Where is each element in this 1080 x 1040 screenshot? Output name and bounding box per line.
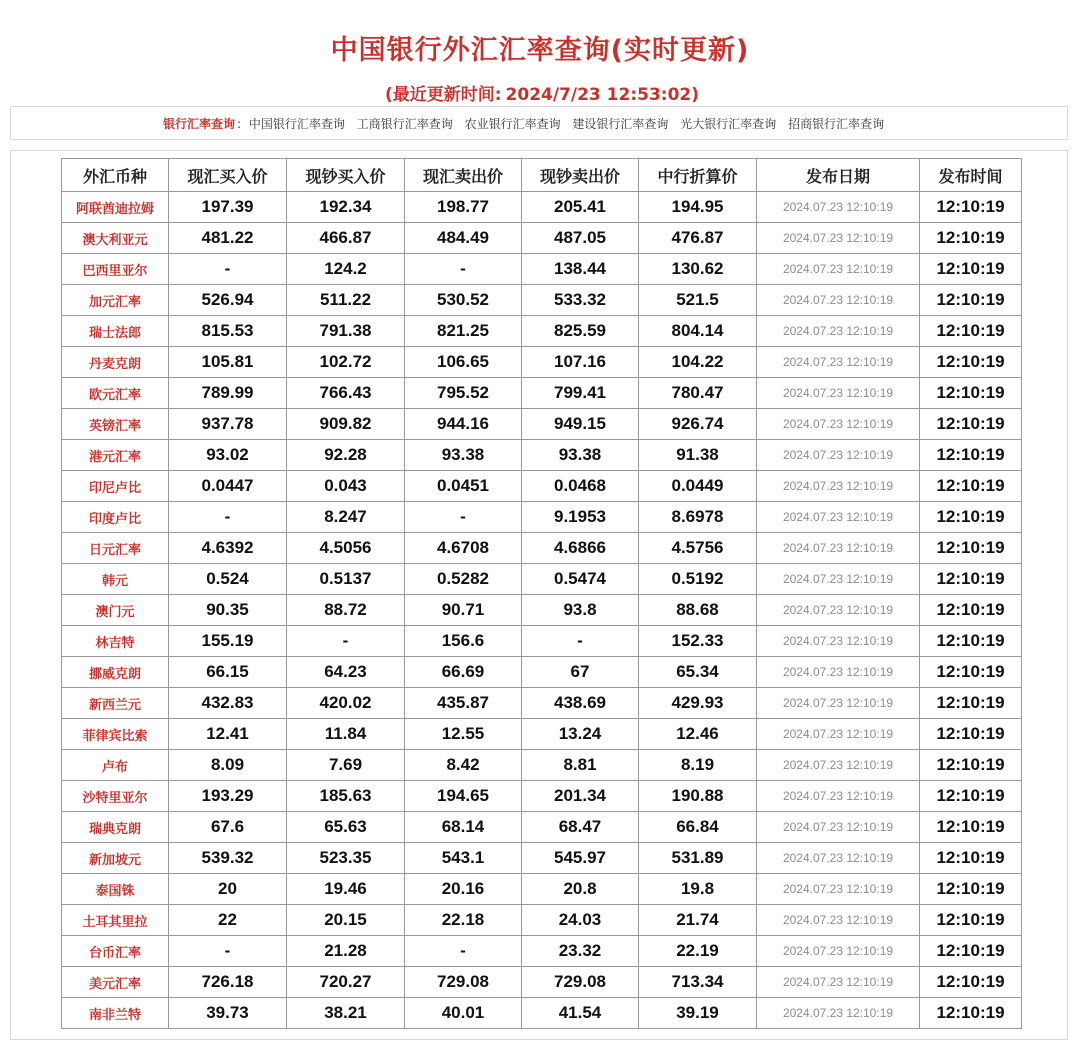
cell-currency-name[interactable]: 澳门元 [62, 595, 169, 626]
table-row [62, 843, 1022, 874]
cell-boc-rate: 130.62 [639, 254, 757, 285]
cell-spot-sell: 106.65 [405, 347, 522, 378]
cell-publish-date: 2024.07.23 12:10:19 [757, 409, 920, 440]
cell-cash-buy: 19.46 [287, 874, 405, 905]
table-row [62, 316, 1022, 347]
cell-currency-name[interactable]: 台币汇率 [62, 936, 169, 967]
cell-cash-sell: 825.59 [522, 316, 639, 347]
nav-label: 银行汇率查询 [163, 117, 236, 131]
cell-spot-buy: 0.524 [169, 564, 287, 595]
cell-cash-buy: 511.22 [287, 285, 405, 316]
cell-boc-rate: 713.34 [639, 967, 757, 998]
cell-cash-sell: 949.15 [522, 409, 639, 440]
cell-cash-buy: 124.2 [287, 254, 405, 285]
cell-currency-name[interactable]: 日元汇率 [62, 533, 169, 564]
cell-boc-rate: 65.34 [639, 657, 757, 688]
cell-spot-buy: 93.02 [169, 440, 287, 471]
cell-cash-sell: 13.24 [522, 719, 639, 750]
cell-spot-buy: 105.81 [169, 347, 287, 378]
cell-publish-time: 12:10:19 [920, 378, 1022, 409]
cell-spot-buy: 193.29 [169, 781, 287, 812]
cell-publish-time: 12:10:19 [920, 347, 1022, 378]
cell-cash-sell: 487.05 [522, 223, 639, 254]
cell-boc-rate: 39.19 [639, 998, 757, 1029]
cell-cash-sell: 93.38 [522, 440, 639, 471]
cell-publish-time: 12:10:19 [920, 285, 1022, 316]
cell-cash-sell: 4.6866 [522, 533, 639, 564]
update-label: (最近更新时间: [384, 85, 502, 105]
cell-publish-date: 2024.07.23 12:10:19 [757, 471, 920, 502]
update-time: 2024/7/23 12:53:02) [505, 85, 700, 105]
nav-separator: : [237, 117, 242, 131]
table-row [62, 254, 1022, 285]
nav-link-cmb[interactable]: 招商银行汇率查询 [788, 117, 885, 131]
cell-boc-rate: 531.89 [639, 843, 757, 874]
cell-currency-name[interactable]: 挪威克朗 [62, 657, 169, 688]
cell-currency-name[interactable]: 南非兰特 [62, 998, 169, 1029]
cell-currency-name[interactable]: 瑞士法郎 [62, 316, 169, 347]
header-currency: 外汇币种 [62, 159, 169, 192]
table-row [62, 750, 1022, 781]
cell-spot-buy: - [169, 254, 287, 285]
cell-spot-sell: 194.65 [405, 781, 522, 812]
cell-spot-sell: - [405, 254, 522, 285]
cell-publish-time: 12:10:19 [920, 533, 1022, 564]
cell-spot-sell: 40.01 [405, 998, 522, 1029]
cell-publish-time: 12:10:19 [920, 812, 1022, 843]
nav-link-icbc[interactable]: 工商银行汇率查询 [356, 117, 453, 131]
cell-cash-sell: - [522, 626, 639, 657]
cell-cash-sell: 9.1953 [522, 502, 639, 533]
cell-currency-name[interactable]: 土耳其里拉 [62, 905, 169, 936]
cell-publish-date: 2024.07.23 12:10:19 [757, 843, 920, 874]
cell-boc-rate: 4.5756 [639, 533, 757, 564]
cell-publish-time: 12:10:19 [920, 502, 1022, 533]
cell-publish-time: 12:10:19 [920, 626, 1022, 657]
table-row [62, 998, 1022, 1029]
header-boc-rate: 中行折算价 [639, 159, 757, 192]
cell-boc-rate: 780.47 [639, 378, 757, 409]
cell-boc-rate: 104.22 [639, 347, 757, 378]
cell-cash-buy: 720.27 [287, 967, 405, 998]
cell-spot-sell: 20.16 [405, 874, 522, 905]
cell-spot-sell: 90.71 [405, 595, 522, 626]
cell-publish-date: 2024.07.23 12:10:19 [757, 750, 920, 781]
cell-spot-sell: 0.5282 [405, 564, 522, 595]
cell-currency-name[interactable]: 欧元汇率 [62, 378, 169, 409]
table-body [62, 192, 1022, 1029]
cell-currency-name[interactable]: 菲律宾比索 [62, 719, 169, 750]
cell-spot-sell: 93.38 [405, 440, 522, 471]
cell-publish-date: 2024.07.23 12:10:19 [757, 781, 920, 812]
cell-spot-buy: 8.09 [169, 750, 287, 781]
cell-publish-date: 2024.07.23 12:10:19 [757, 502, 920, 533]
cell-spot-buy: 789.99 [169, 378, 287, 409]
cell-cash-buy: 0.043 [287, 471, 405, 502]
cell-boc-rate: 429.93 [639, 688, 757, 719]
cell-spot-sell: 543.1 [405, 843, 522, 874]
cell-currency-name[interactable]: 加元汇率 [62, 285, 169, 316]
cell-spot-sell: 795.52 [405, 378, 522, 409]
cell-spot-sell: 8.42 [405, 750, 522, 781]
cell-cash-buy: 185.63 [287, 781, 405, 812]
cell-cash-buy: 102.72 [287, 347, 405, 378]
cell-cash-buy: 192.34 [287, 192, 405, 223]
cell-boc-rate: 91.38 [639, 440, 757, 471]
cell-cash-sell: 205.41 [522, 192, 639, 223]
header-cash-sell: 现钞卖出价 [522, 159, 639, 192]
cell-publish-date: 2024.07.23 12:10:19 [757, 905, 920, 936]
cell-cash-buy: 20.15 [287, 905, 405, 936]
cell-publish-time: 12:10:19 [920, 719, 1022, 750]
cell-spot-sell: - [405, 502, 522, 533]
cell-cash-buy: 92.28 [287, 440, 405, 471]
cell-cash-sell: 68.47 [522, 812, 639, 843]
cell-spot-buy: 815.53 [169, 316, 287, 347]
cell-cash-sell: 93.8 [522, 595, 639, 626]
cell-boc-rate: 804.14 [639, 316, 757, 347]
cell-spot-buy: 20 [169, 874, 287, 905]
cell-spot-sell: 156.6 [405, 626, 522, 657]
cell-currency-name[interactable]: 韩元 [62, 564, 169, 595]
cell-publish-date: 2024.07.23 12:10:19 [757, 440, 920, 471]
cell-currency-name[interactable]: 港元汇率 [62, 440, 169, 471]
table-row [62, 378, 1022, 409]
cell-currency-name[interactable]: 瑞典克朗 [62, 812, 169, 843]
cell-cash-buy: 909.82 [287, 409, 405, 440]
cell-cash-sell: 0.0468 [522, 471, 639, 502]
cell-boc-rate: 0.0449 [639, 471, 757, 502]
cell-currency-name[interactable]: 新加坡元 [62, 843, 169, 874]
cell-currency-name[interactable]: 印度卢比 [62, 502, 169, 533]
cell-cash-sell: 41.54 [522, 998, 639, 1029]
cell-publish-time: 12:10:19 [920, 595, 1022, 626]
table-row [62, 223, 1022, 254]
cell-cash-buy: 466.87 [287, 223, 405, 254]
cell-publish-date: 2024.07.23 12:10:19 [757, 688, 920, 719]
table-row [62, 471, 1022, 502]
cell-publish-time: 12:10:19 [920, 316, 1022, 347]
cell-cash-sell: 23.32 [522, 936, 639, 967]
cell-publish-time: 12:10:19 [920, 781, 1022, 812]
header-cash-buy: 现钞买入价 [287, 159, 405, 192]
cell-currency-name[interactable]: 美元汇率 [62, 967, 169, 998]
cell-boc-rate: 476.87 [639, 223, 757, 254]
cell-currency-name[interactable]: 澳大利亚元 [62, 223, 169, 254]
cell-cash-buy: 21.28 [287, 936, 405, 967]
cell-publish-date: 2024.07.23 12:10:19 [757, 812, 920, 843]
cell-boc-rate: 152.33 [639, 626, 757, 657]
cell-cash-buy: 523.35 [287, 843, 405, 874]
table-row [62, 688, 1022, 719]
cell-spot-buy: 539.32 [169, 843, 287, 874]
cell-cash-buy: 766.43 [287, 378, 405, 409]
header-publish-time: 发布时间 [920, 159, 1022, 192]
cell-publish-date: 2024.07.23 12:10:19 [757, 316, 920, 347]
cell-spot-buy: 526.94 [169, 285, 287, 316]
table-row [62, 781, 1022, 812]
table-header-row [62, 159, 1022, 192]
header-spot-sell: 现汇卖出价 [405, 159, 522, 192]
cell-spot-sell: 198.77 [405, 192, 522, 223]
nav-link-abc[interactable]: 农业银行汇率查询 [464, 117, 561, 131]
cell-spot-buy: 432.83 [169, 688, 287, 719]
table-row [62, 595, 1022, 626]
cell-boc-rate: 88.68 [639, 595, 757, 626]
cell-cash-sell: 729.08 [522, 967, 639, 998]
cell-boc-rate: 19.8 [639, 874, 757, 905]
last-update-line [0, 80, 1080, 105]
table-row [62, 905, 1022, 936]
cell-cash-buy: 64.23 [287, 657, 405, 688]
cell-publish-date: 2024.07.23 12:10:19 [757, 967, 920, 998]
cell-boc-rate: 8.6978 [639, 502, 757, 533]
nav-link-ccb[interactable]: 建设银行汇率查询 [572, 117, 669, 131]
cell-spot-buy: - [169, 936, 287, 967]
cell-spot-sell: 68.14 [405, 812, 522, 843]
cell-publish-date: 2024.07.23 12:10:19 [757, 192, 920, 223]
cell-cash-sell: 545.97 [522, 843, 639, 874]
cell-spot-sell: 66.69 [405, 657, 522, 688]
cell-spot-sell: 729.08 [405, 967, 522, 998]
cell-boc-rate: 21.74 [639, 905, 757, 936]
cell-publish-time: 12:10:19 [920, 409, 1022, 440]
cell-boc-rate: 22.19 [639, 936, 757, 967]
cell-spot-sell: 22.18 [405, 905, 522, 936]
cell-boc-rate: 12.46 [639, 719, 757, 750]
cell-currency-name[interactable]: 沙特里亚尔 [62, 781, 169, 812]
cell-spot-buy: 22 [169, 905, 287, 936]
cell-publish-date: 2024.07.23 12:10:19 [757, 626, 920, 657]
cell-currency-name[interactable]: 巴西里亚尔 [62, 254, 169, 285]
cell-cash-sell: 0.5474 [522, 564, 639, 595]
table-row [62, 626, 1022, 657]
table-row [62, 347, 1022, 378]
cell-spot-buy: 66.15 [169, 657, 287, 688]
cell-cash-sell: 799.41 [522, 378, 639, 409]
cell-publish-date: 2024.07.23 12:10:19 [757, 533, 920, 564]
table-row [62, 812, 1022, 843]
cell-cash-sell: 438.69 [522, 688, 639, 719]
cell-cash-buy: 7.69 [287, 750, 405, 781]
cell-cash-buy: 65.63 [287, 812, 405, 843]
cell-publish-date: 2024.07.23 12:10:19 [757, 223, 920, 254]
cell-publish-date: 2024.07.23 12:10:19 [757, 936, 920, 967]
cell-publish-date: 2024.07.23 12:10:19 [757, 378, 920, 409]
cell-currency-name[interactable]: 泰国铢 [62, 874, 169, 905]
cell-spot-buy: 12.41 [169, 719, 287, 750]
cell-spot-sell: 435.87 [405, 688, 522, 719]
cell-spot-sell: 821.25 [405, 316, 522, 347]
cell-publish-date: 2024.07.23 12:10:19 [757, 254, 920, 285]
cell-publish-time: 12:10:19 [920, 223, 1022, 254]
cell-boc-rate: 521.5 [639, 285, 757, 316]
cell-publish-time: 12:10:19 [920, 657, 1022, 688]
cell-cash-sell: 138.44 [522, 254, 639, 285]
cell-spot-sell: 12.55 [405, 719, 522, 750]
cell-cash-buy: 0.5137 [287, 564, 405, 595]
cell-cash-buy: 8.247 [287, 502, 405, 533]
cell-currency-name[interactable]: 卢布 [62, 750, 169, 781]
cell-cash-buy: - [287, 626, 405, 657]
cell-spot-buy: 39.73 [169, 998, 287, 1029]
cell-cash-sell: 24.03 [522, 905, 639, 936]
cell-spot-buy: 481.22 [169, 223, 287, 254]
cell-cash-buy: 420.02 [287, 688, 405, 719]
cell-cash-buy: 11.84 [287, 719, 405, 750]
cell-publish-date: 2024.07.23 12:10:19 [757, 874, 920, 905]
cell-currency-name[interactable]: 印尼卢比 [62, 471, 169, 502]
table-row [62, 409, 1022, 440]
cell-publish-time: 12:10:19 [920, 936, 1022, 967]
table-row [62, 502, 1022, 533]
cell-publish-time: 12:10:19 [920, 254, 1022, 285]
cell-spot-sell: 944.16 [405, 409, 522, 440]
cell-publish-time: 12:10:19 [920, 843, 1022, 874]
table-row [62, 533, 1022, 564]
cell-publish-time: 12:10:19 [920, 564, 1022, 595]
cell-cash-buy: 38.21 [287, 998, 405, 1029]
cell-cash-sell: 67 [522, 657, 639, 688]
cell-boc-rate: 66.84 [639, 812, 757, 843]
cell-publish-time: 12:10:19 [920, 440, 1022, 471]
cell-cash-buy: 4.5056 [287, 533, 405, 564]
cell-publish-date: 2024.07.23 12:10:19 [757, 347, 920, 378]
cell-publish-date: 2024.07.23 12:10:19 [757, 595, 920, 626]
table-row [62, 440, 1022, 471]
cell-spot-buy: 90.35 [169, 595, 287, 626]
cell-publish-time: 12:10:19 [920, 967, 1022, 998]
cell-publish-date: 2024.07.23 12:10:19 [757, 285, 920, 316]
cell-spot-buy: 197.39 [169, 192, 287, 223]
cell-spot-buy: 67.6 [169, 812, 287, 843]
cell-currency-name[interactable]: 新西兰元 [62, 688, 169, 719]
cell-boc-rate: 8.19 [639, 750, 757, 781]
cell-publish-time: 12:10:19 [920, 688, 1022, 719]
cell-currency-name[interactable]: 丹麦克朗 [62, 347, 169, 378]
cell-currency-name[interactable]: 阿联酋迪拉姆 [62, 192, 169, 223]
cell-boc-rate: 190.88 [639, 781, 757, 812]
table-row [62, 936, 1022, 967]
cell-publish-time: 12:10:19 [920, 192, 1022, 223]
cell-publish-date: 2024.07.23 12:10:19 [757, 564, 920, 595]
cell-spot-sell: 530.52 [405, 285, 522, 316]
cell-currency-name[interactable]: 英镑汇率 [62, 409, 169, 440]
cell-spot-sell: 4.6708 [405, 533, 522, 564]
cell-spot-buy: 937.78 [169, 409, 287, 440]
cell-cash-buy: 88.72 [287, 595, 405, 626]
header-publish-date: 发布日期 [757, 159, 920, 192]
exchange-rate-table [61, 158, 1022, 1029]
table-row [62, 874, 1022, 905]
cell-cash-sell: 533.32 [522, 285, 639, 316]
page-title: 中国银行外汇汇率查询(实时更新) [330, 35, 750, 66]
cell-spot-sell: 0.0451 [405, 471, 522, 502]
nav-link-boc[interactable]: 中国银行汇率查询 [248, 117, 345, 131]
cell-spot-buy: - [169, 502, 287, 533]
cell-boc-rate: 926.74 [639, 409, 757, 440]
cell-publish-time: 12:10:19 [920, 874, 1022, 905]
cell-publish-date: 2024.07.23 12:10:19 [757, 657, 920, 688]
cell-spot-sell: 484.49 [405, 223, 522, 254]
cell-publish-time: 12:10:19 [920, 998, 1022, 1029]
cell-boc-rate: 0.5192 [639, 564, 757, 595]
bank-rate-nav [10, 106, 1068, 140]
cell-publish-time: 12:10:19 [920, 905, 1022, 936]
table-row [62, 564, 1022, 595]
cell-boc-rate: 194.95 [639, 192, 757, 223]
cell-cash-sell: 8.81 [522, 750, 639, 781]
cell-spot-buy: 4.6392 [169, 533, 287, 564]
cell-cash-sell: 107.16 [522, 347, 639, 378]
nav-link-ceb[interactable]: 光大银行汇率查询 [680, 117, 777, 131]
cell-spot-buy: 726.18 [169, 967, 287, 998]
table-row [62, 285, 1022, 316]
cell-publish-time: 12:10:19 [920, 750, 1022, 781]
cell-publish-time: 12:10:19 [920, 471, 1022, 502]
cell-spot-buy: 0.0447 [169, 471, 287, 502]
table-row [62, 657, 1022, 688]
table-row [62, 967, 1022, 998]
cell-spot-sell: - [405, 936, 522, 967]
cell-cash-buy: 791.38 [287, 316, 405, 347]
cell-cash-sell: 20.8 [522, 874, 639, 905]
table-row [62, 719, 1022, 750]
cell-publish-date: 2024.07.23 12:10:19 [757, 998, 920, 1029]
table-row [62, 192, 1022, 223]
cell-currency-name[interactable]: 林吉特 [62, 626, 169, 657]
cell-cash-sell: 201.34 [522, 781, 639, 812]
header-spot-buy: 现汇买入价 [169, 159, 287, 192]
cell-spot-buy: 155.19 [169, 626, 287, 657]
cell-publish-date: 2024.07.23 12:10:19 [757, 719, 920, 750]
